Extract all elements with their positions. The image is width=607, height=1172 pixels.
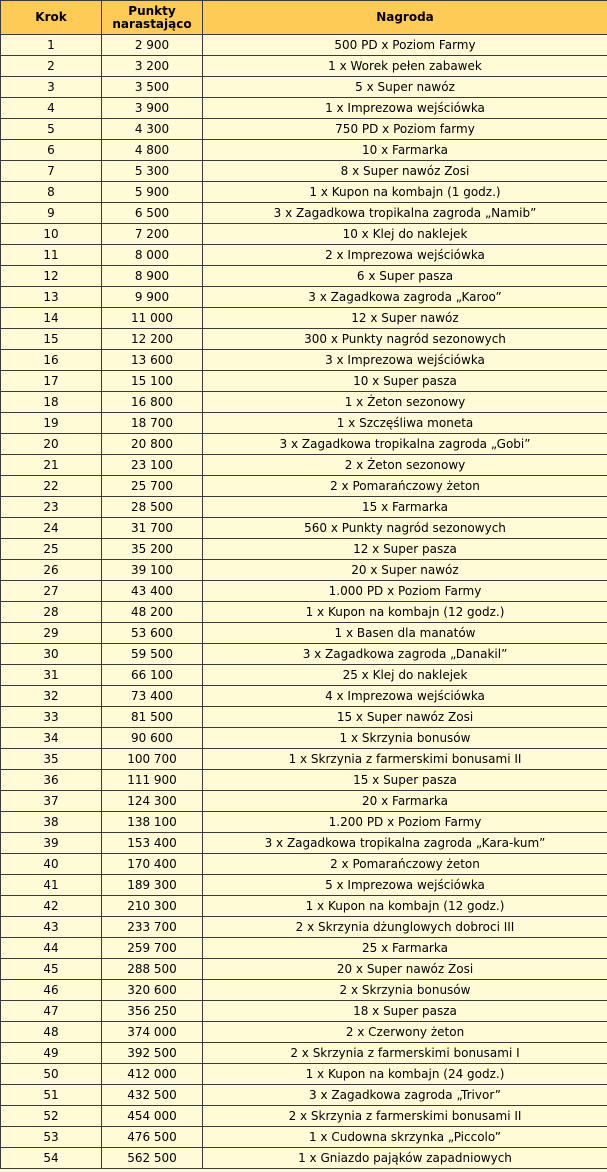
cell-step: 52 xyxy=(1,1106,102,1127)
cell-reward: 10 x Klej do naklejek xyxy=(203,224,607,245)
cell-reward: 18 x Super pasza xyxy=(203,1001,607,1022)
cell-step: 21 xyxy=(1,455,102,476)
table-row xyxy=(1,539,607,560)
cell-reward: 560 x Punkty nagród sezonowych xyxy=(203,518,607,539)
cell-reward: 1 x Imprezowa wejściówka xyxy=(203,98,607,119)
table-row xyxy=(1,1106,607,1127)
cell-reward: 20 x Super nawóz Zosi xyxy=(203,959,607,980)
cell-step: 44 xyxy=(1,938,102,959)
table-row xyxy=(1,581,607,602)
cell-points: 13 600 xyxy=(102,350,203,371)
header-points-line1: Punkty xyxy=(128,3,176,18)
cell-points: 73 400 xyxy=(102,686,203,707)
table-row xyxy=(1,938,607,959)
cell-reward: 1.200 PD x Poziom Farmy xyxy=(203,812,607,833)
table-row xyxy=(1,644,607,665)
cell-points: 43 400 xyxy=(102,581,203,602)
cell-step: 54 xyxy=(1,1148,102,1169)
cell-step: 22 xyxy=(1,476,102,497)
table-row xyxy=(1,140,607,161)
cell-step: 41 xyxy=(1,875,102,896)
cell-step: 28 xyxy=(1,602,102,623)
cell-reward: 3 x Zagadkowa zagroda „Danakil” xyxy=(203,644,607,665)
cell-step: 34 xyxy=(1,728,102,749)
cell-step: 50 xyxy=(1,1064,102,1085)
cell-reward: 3 x Zagadkowa zagroda „Karoo” xyxy=(203,287,607,308)
cell-points: 356 250 xyxy=(102,1001,203,1022)
header-reward: Nagroda xyxy=(203,1,607,35)
cell-reward: 1 x Cudowna skrzynka „Piccolo” xyxy=(203,1127,607,1148)
cell-points: 476 500 xyxy=(102,1127,203,1148)
cell-reward: 10 x Farmarka xyxy=(203,140,607,161)
cell-reward: 2 x Skrzynia bonusów xyxy=(203,980,607,1001)
cell-reward: 4 x Imprezowa wejściówka xyxy=(203,686,607,707)
cell-points: 59 500 xyxy=(102,644,203,665)
cell-points: 39 100 xyxy=(102,560,203,581)
table-header xyxy=(1,1,607,35)
table-row xyxy=(1,497,607,518)
table-row xyxy=(1,875,607,896)
table-row xyxy=(1,707,607,728)
cell-points: 5 900 xyxy=(102,182,203,203)
table-row xyxy=(1,413,607,434)
cell-step: 26 xyxy=(1,560,102,581)
cell-reward: 1 x Basen dla manatów xyxy=(203,623,607,644)
cell-reward: 3 x Zagadkowa tropikalna zagroda „Namib” xyxy=(203,203,607,224)
cell-points: 111 900 xyxy=(102,770,203,791)
table-row xyxy=(1,896,607,917)
table-row xyxy=(1,959,607,980)
cell-step: 33 xyxy=(1,707,102,728)
cell-reward: 2 x Żeton sezonowy xyxy=(203,455,607,476)
table-row xyxy=(1,560,607,581)
table-row xyxy=(1,392,607,413)
table-row xyxy=(1,518,607,539)
table-row xyxy=(1,749,607,770)
cell-points: 48 200 xyxy=(102,602,203,623)
cell-points: 8 000 xyxy=(102,245,203,266)
cell-points: 28 500 xyxy=(102,497,203,518)
cell-reward: 3 x Zagadkowa zagroda „Trivor” xyxy=(203,1085,607,1106)
cell-step: 23 xyxy=(1,497,102,518)
cell-points: 392 500 xyxy=(102,1043,203,1064)
table-row xyxy=(1,182,607,203)
cell-points: 12 200 xyxy=(102,329,203,350)
table-row xyxy=(1,728,607,749)
cell-points: 31 700 xyxy=(102,518,203,539)
cell-reward: 1 x Kupon na kombajn (12 godz.) xyxy=(203,896,607,917)
cell-points: 3 900 xyxy=(102,98,203,119)
table-row xyxy=(1,1022,607,1043)
table-row xyxy=(1,791,607,812)
cell-points: 138 100 xyxy=(102,812,203,833)
cell-step: 3 xyxy=(1,77,102,98)
cell-reward: 3 x Imprezowa wejściówka xyxy=(203,350,607,371)
cell-step: 18 xyxy=(1,392,102,413)
cell-points: 4 800 xyxy=(102,140,203,161)
table-row xyxy=(1,77,607,98)
cell-reward: 15 x Super nawóz Zosi xyxy=(203,707,607,728)
cell-reward: 12 x Super nawóz xyxy=(203,308,607,329)
cell-points: 432 500 xyxy=(102,1085,203,1106)
cell-reward: 1 x Kupon na kombajn (24 godz.) xyxy=(203,1064,607,1085)
cell-reward: 2 x Czerwony żeton xyxy=(203,1022,607,1043)
cell-step: 12 xyxy=(1,266,102,287)
cell-step: 2 xyxy=(1,56,102,77)
cell-step: 53 xyxy=(1,1127,102,1148)
cell-points: 170 400 xyxy=(102,854,203,875)
cell-points: 259 700 xyxy=(102,938,203,959)
cell-points: 5 300 xyxy=(102,161,203,182)
cell-step: 5 xyxy=(1,119,102,140)
cell-points: 53 600 xyxy=(102,623,203,644)
table-row xyxy=(1,980,607,1001)
cell-reward: 6 x Super pasza xyxy=(203,266,607,287)
cell-step: 32 xyxy=(1,686,102,707)
table-row xyxy=(1,119,607,140)
cell-reward: 5 x Super nawóz xyxy=(203,77,607,98)
cell-reward: 25 x Klej do naklejek xyxy=(203,665,607,686)
cell-step: 14 xyxy=(1,308,102,329)
cell-points: 35 200 xyxy=(102,539,203,560)
cell-step: 47 xyxy=(1,1001,102,1022)
cell-points: 320 600 xyxy=(102,980,203,1001)
cell-reward: 1.000 PD x Poziom Farmy xyxy=(203,581,607,602)
cell-step: 15 xyxy=(1,329,102,350)
table-row xyxy=(1,665,607,686)
table-row xyxy=(1,224,607,245)
cell-points: 374 000 xyxy=(102,1022,203,1043)
header-points-line2: narastająco xyxy=(112,16,192,31)
cell-reward: 3 x Zagadkowa tropikalna zagroda „Kara-kum” xyxy=(203,833,607,854)
cell-step: 1 xyxy=(1,35,102,56)
cell-step: 30 xyxy=(1,644,102,665)
table-row xyxy=(1,266,607,287)
cell-reward: 1 x Kupon na kombajn (1 godz.) xyxy=(203,182,607,203)
cell-reward: 1 x Gniazdo pająków zapadniowych xyxy=(203,1148,607,1169)
table-row xyxy=(1,1148,607,1169)
cell-points: 6 500 xyxy=(102,203,203,224)
cell-points: 3 200 xyxy=(102,56,203,77)
cell-step: 27 xyxy=(1,581,102,602)
table-row xyxy=(1,770,607,791)
table-body xyxy=(1,35,607,1169)
cell-reward: 1 x Worek pełen zabawek xyxy=(203,56,607,77)
cell-step: 40 xyxy=(1,854,102,875)
cell-reward: 15 x Farmarka xyxy=(203,497,607,518)
cell-points: 25 700 xyxy=(102,476,203,497)
cell-points: 100 700 xyxy=(102,749,203,770)
cell-points: 153 400 xyxy=(102,833,203,854)
cell-reward: 2 x Imprezowa wejściówka xyxy=(203,245,607,266)
cell-step: 35 xyxy=(1,749,102,770)
cell-points: 15 100 xyxy=(102,371,203,392)
cell-step: 4 xyxy=(1,98,102,119)
table-row xyxy=(1,35,607,56)
cell-reward: 2 x Pomarańczowy żeton xyxy=(203,854,607,875)
cell-step: 48 xyxy=(1,1022,102,1043)
cell-reward: 1 x Skrzynia z farmerskimi bonusami II xyxy=(203,749,607,770)
cell-points: 9 900 xyxy=(102,287,203,308)
cell-reward: 1 x Kupon na kombajn (12 godz.) xyxy=(203,602,607,623)
cell-step: 6 xyxy=(1,140,102,161)
table-row xyxy=(1,1085,607,1106)
cell-points: 8 900 xyxy=(102,266,203,287)
cell-points: 2 900 xyxy=(102,35,203,56)
cell-step: 37 xyxy=(1,791,102,812)
cell-points: 124 300 xyxy=(102,791,203,812)
cell-step: 16 xyxy=(1,350,102,371)
cell-points: 7 200 xyxy=(102,224,203,245)
cell-points: 189 300 xyxy=(102,875,203,896)
table-row xyxy=(1,812,607,833)
cell-points: 66 100 xyxy=(102,665,203,686)
cell-step: 8 xyxy=(1,182,102,203)
cell-step: 38 xyxy=(1,812,102,833)
cell-reward: 2 x Pomarańczowy żeton xyxy=(203,476,607,497)
cell-points: 562 500 xyxy=(102,1148,203,1169)
cell-step: 36 xyxy=(1,770,102,791)
table-row xyxy=(1,308,607,329)
cell-step: 24 xyxy=(1,518,102,539)
cell-reward: 300 x Punkty nagród sezonowych xyxy=(203,329,607,350)
cell-points: 11 000 xyxy=(102,308,203,329)
cell-reward: 8 x Super nawóz Zosi xyxy=(203,161,607,182)
cell-reward: 500 PD x Poziom Farmy xyxy=(203,35,607,56)
cell-reward: 1 x Żeton sezonowy xyxy=(203,392,607,413)
cell-points: 233 700 xyxy=(102,917,203,938)
cell-points: 412 000 xyxy=(102,1064,203,1085)
table-row xyxy=(1,371,607,392)
table-row xyxy=(1,1043,607,1064)
cell-step: 29 xyxy=(1,623,102,644)
table-row xyxy=(1,917,607,938)
cell-reward: 3 x Zagadkowa tropikalna zagroda „Gobi” xyxy=(203,434,607,455)
cell-reward: 20 x Farmarka xyxy=(203,791,607,812)
cell-step: 7 xyxy=(1,161,102,182)
cell-step: 45 xyxy=(1,959,102,980)
cell-points: 81 500 xyxy=(102,707,203,728)
cell-reward: 20 x Super nawóz xyxy=(203,560,607,581)
cell-step: 20 xyxy=(1,434,102,455)
cell-step: 11 xyxy=(1,245,102,266)
cell-reward: 25 x Farmarka xyxy=(203,938,607,959)
cell-points: 23 100 xyxy=(102,455,203,476)
cell-points: 20 800 xyxy=(102,434,203,455)
table-row xyxy=(1,329,607,350)
table-row xyxy=(1,602,607,623)
header-points xyxy=(102,1,203,35)
table-row xyxy=(1,203,607,224)
table-row xyxy=(1,245,607,266)
table-row xyxy=(1,56,607,77)
cell-step: 10 xyxy=(1,224,102,245)
table-row xyxy=(1,1001,607,1022)
cell-reward: 10 x Super pasza xyxy=(203,371,607,392)
cell-step: 19 xyxy=(1,413,102,434)
cell-points: 3 500 xyxy=(102,77,203,98)
cell-step: 43 xyxy=(1,917,102,938)
cell-points: 4 300 xyxy=(102,119,203,140)
header-row xyxy=(1,1,607,35)
cell-reward: 1 x Szczęśliwa moneta xyxy=(203,413,607,434)
table-row xyxy=(1,434,607,455)
cell-reward: 12 x Super pasza xyxy=(203,539,607,560)
table-row xyxy=(1,623,607,644)
cell-reward: 2 x Skrzynia z farmerskimi bonusami II xyxy=(203,1106,607,1127)
table-row xyxy=(1,854,607,875)
cell-points: 210 300 xyxy=(102,896,203,917)
cell-reward: 2 x Skrzynia dżunglowych dobroci III xyxy=(203,917,607,938)
cell-points: 90 600 xyxy=(102,728,203,749)
table-row xyxy=(1,455,607,476)
cell-step: 17 xyxy=(1,371,102,392)
cell-step: 39 xyxy=(1,833,102,854)
cell-step: 13 xyxy=(1,287,102,308)
cell-reward: 2 x Skrzynia z farmerskimi bonusami I xyxy=(203,1043,607,1064)
cell-reward: 15 x Super pasza xyxy=(203,770,607,791)
table-row xyxy=(1,1064,607,1085)
table-row xyxy=(1,833,607,854)
table-row xyxy=(1,161,607,182)
table-row xyxy=(1,1127,607,1148)
cell-reward: 5 x Imprezowa wejściówka xyxy=(203,875,607,896)
cell-step: 9 xyxy=(1,203,102,224)
cell-step: 25 xyxy=(1,539,102,560)
cell-points: 454 000 xyxy=(102,1106,203,1127)
cell-points: 288 500 xyxy=(102,959,203,980)
cell-step: 31 xyxy=(1,665,102,686)
cell-step: 46 xyxy=(1,980,102,1001)
cell-step: 42 xyxy=(1,896,102,917)
table-row xyxy=(1,686,607,707)
cell-step: 49 xyxy=(1,1043,102,1064)
header-step: Krok xyxy=(1,1,102,35)
table-row xyxy=(1,476,607,497)
table-row xyxy=(1,287,607,308)
cell-step: 51 xyxy=(1,1085,102,1106)
cell-reward: 1 x Skrzynia bonusów xyxy=(203,728,607,749)
cell-points: 18 700 xyxy=(102,413,203,434)
cell-points: 16 800 xyxy=(102,392,203,413)
table-row xyxy=(1,350,607,371)
cell-reward: 750 PD x Poziom farmy xyxy=(203,119,607,140)
table-row xyxy=(1,98,607,119)
